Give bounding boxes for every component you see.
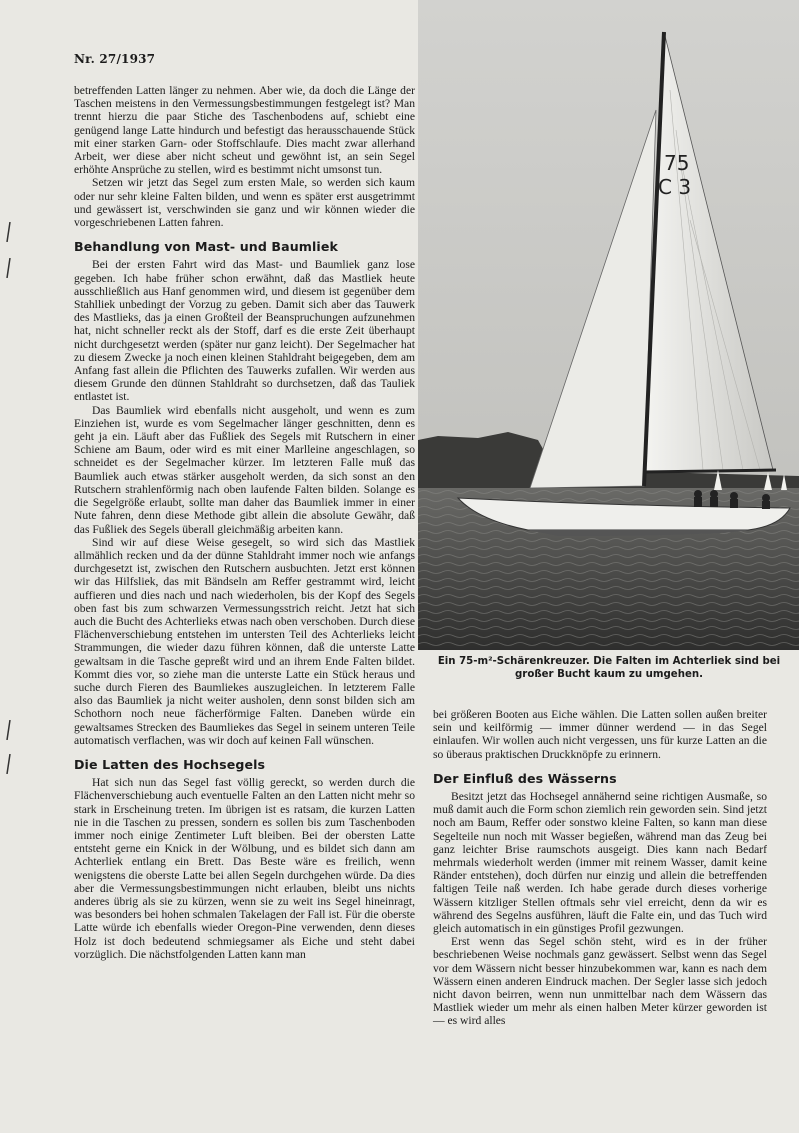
paragraph: Sind wir auf diese Weise gesegelt, so wird sich das Mastliek allmählich recken und da der dünne Stahldraht immer noch wie anfangs durchgesetzt ist, zwischen den Rutschern ausbuchten. Jetzt erst können wir das Hilfsliek, das mit Bändseln am Reffer gestrammt wird, leicht auffieren und dies nach und nach wiederholen, bis der Kopf des Segels oben fast bis zum schwarzen Vermessungsstrich reicht. Jetzt hat sich auch die Bucht des Achterlieks etwas nach oben verschoben. Durch diese Flächenverschiebung entstehen im untersten Teil des Achterlieks leicht Strammungen, die wieder dazu führen können, daß die unterste Latte gewaltsam in die Tasche gepreßt wird und an ihrem Ende Falten bildet. Kommt dies vor, so ziehe man die unterste Latte ein Stück heraus und suche durch Fieren des Baumliekes auszugleichen. In letzterem Falle also das Baumliek ja nicht weiter ausholen, denn sonst bilden sich am Schothorn noch neue fächerförmige Falten. Daneben würde ein gewaltsames Strecken des Baumliekes das Segel in seinem unteren Teile automatisch verflachen, was wir doch auf keinen Fall wünschen.	[74, 535, 415, 747]
section-heading: Die Latten des Hochsegels	[74, 756, 266, 772]
sail-number-top: 75	[664, 151, 690, 175]
binder-mark	[4, 222, 14, 242]
binder-mark-line	[4, 222, 14, 242]
paragraph: Das Baumliek wird ebenfalls nicht ausgeholt, und wenn es zum Einziehen ist, wurde es vom Segelmacher länger geschnitten, denn es geht ja ein. Läuft aber das Fußliek des Segels mit Rutschern in einer Schiene am Baum, oder wird es mit einer Marlleine angeschlagen, so schneidet es der Segelmacher kürzer. Im letzteren Falle muß das Baumliek auch etwas stärker ausgeholt werden, da sich sonst an den Rutschern strahlenförmig nach oben laufende Falten bilden. Solange es die Segelgröße erlaubt, sollte man daher das Baumliek immer in einer Nute fahren, denn diese Methode gibt allein die absolute Gewähr, daß das Fußliek des Segels überall gleichmäßig arbeiten kann.	[74, 403, 415, 536]
issue-number: Nr. 27/1937	[74, 52, 156, 66]
binder-mark-line	[4, 720, 14, 740]
binder-mark	[4, 720, 14, 740]
paragraph: Bei der ersten Fahrt wird das Mast- und Baumliek ganz lose gegeben. Ich habe früher schon erwähnt, daß das Mastliek heute ausschließlich aus Hanf genommen wird, und diesem ist gegenüber dem Stahlliek unbedingt der Vorzug zu geben. Damit sich aber das Tauwerk des Mastlieks, das ja einen Großteil der Beanspruchungen aufzunehmen hat, nicht schneller reckt als der Stoff, darf es die erste Zeit überhaupt nicht durchgesetzt werden (später nur ganz leicht). Der Segelmacher hat zu diesem Zwecke ja noch einen kleinen Stahldraht beigegeben, dem am Anfang fast allein die Pflichten des Tauwerks zufallen. Wir werden aus diesem Grunde den dünnen Stahldraht so durchsetzen, daß das Tauliek entlastet ist.	[74, 258, 415, 404]
paragraph: bei größeren Booten aus Eiche wählen. Die Latten sollen außen breiter sein und keilförmig — immer dünner werdend — in das Segel einlaufen. Wir wollen auch nicht vergessen, uns für kurze Latten an die so überaus praktischen Druckknöpfe zu erinnern.	[433, 708, 767, 761]
photo-caption	[426, 656, 792, 681]
binder-mark	[4, 258, 14, 278]
sailboat-illustration	[418, 0, 799, 650]
binder-mark-line	[4, 258, 14, 278]
binder-mark	[4, 754, 14, 774]
paragraph: Besitzt jetzt das Hochsegel annähernd seine richtigen Ausmaße, so muß damit auch die Form schon ziemlich rein geworden sein. Sind jetzt noch am Baum, Reffer oder sonstwo kleine Falten, so kann man diese Segelteile nun noch mit Wasser begießen, während man das Zeug bei ganz leichter Brise raumschots ausgeigt. Dies kann nach Bedarf mehrmals wiederholt werden (immer mit reinem Wasser, damit keine Ränder entstehen), doch dürfen nur einzig und allein die betreffenden faltigen Teile naß werden. Ich habe gerade durch dieses vorherige Wässern kitzliger Stellen oftmals sehr viel erreicht, denn da wir es während des Segelns ausführen, läuft die Falte ein, und das Tuch wird gleich automatisch in ein günstiges Profil gezwungen.	[433, 790, 767, 936]
caption-line: großer Bucht kaum zu umgehen.	[515, 668, 703, 680]
boom	[644, 470, 776, 472]
section-heading: Behandlung von Mast- und Baumliek	[74, 239, 338, 255]
paragraph: betreffenden Latten länger zu nehmen. Aber wie, da doch die Länge der Taschen meistens in den Vermessungsbestimmungen festgelegt ist? Man trennt hierzu die paar Stiche des Taschenbodens auf, schiebt eine genügend lange Latte hindurch und befestigt das herausschauende Stück mit einer starken Garn- oder Stoffschlaufe. Dies macht zwar allerhand Arbeit, wer diese aber nicht scheut und gewöhnt ist, an sein Segel erhöhte Ansprüche zu stellen, wird es bestimmt nicht umsonst tun.	[74, 84, 415, 177]
caption-line: Ein 75-m²-Schärenkreuzer. Die Falten im Achterliek sind bei	[437, 656, 781, 667]
left-column	[74, 84, 415, 961]
right-column	[433, 708, 767, 1028]
sail-number-bottom: C 3	[658, 175, 692, 199]
paragraph: Hat sich nun das Segel fast völlig gereckt, so werden durch die Flächenverschiebung auch eventuelle Falten an den Latten nicht mehr so stark in Erscheinung treten. Im übrigen ist es ratsam, die kurzen Latten nie in die Taschen zu pressen, sondern es sollen bis zum Taschenboden immer noch einige Zentimeter Luft bleiben. Bei der obersten Latte entsteht gerne ein Knick in der Wölbung, und es bildet sich dann am Achterliek entlang ein Brett. Das Beste wäre es freilich, wenn wenigstens die oberste Latte bei allen Segeln durchgehen würde. Da dies aber die Vermessungsbestimmungen nicht erlauben, bleibt uns nichts anderes übrig als sie zu kürzen, wenn sie zu weit ins Segel hineinragt, was besonders bei hohen schmalen Takelagen der Fall ist. Für die oberste Latte würde ich ebenfalls wieder Oregon-Pine verwenden, denn dieses Holz ist doch bedeutend schmiegsamer als Eiche und steht dabei vorzüglich. Die nächstfolgenden Latten kann man	[74, 776, 415, 961]
paragraph: Erst wenn das Segel schön steht, wird es in der früher beschriebenen Weise nochmals ganz gewässert. Selbst wenn das Segel vor dem Wässern nicht besser hinzubekommen war, kann es nach dem Wässern einen anderen Eindruck machen. Der Segler lasse sich jedoch nicht davon beirren, wenn nun unmittelbar nach dem Wässern das Mastliek wieder um mehr als einen halben Meter kürzer geworden ist — es wird alles	[433, 935, 767, 1028]
binder-mark-line	[4, 754, 14, 774]
paragraph: Setzen wir jetzt das Segel zum ersten Male, so werden sich kaum oder nur sehr kleine Falten bilden, und wenn es später erst ausgetrimmt und gewässert ist, verschwinden sie ganz und wir können wieder die vorgeschriebenen Latten fahren.	[74, 176, 415, 230]
sailboat-photo	[418, 0, 799, 650]
section-heading: Der Einfluß des Wässerns	[433, 770, 617, 786]
